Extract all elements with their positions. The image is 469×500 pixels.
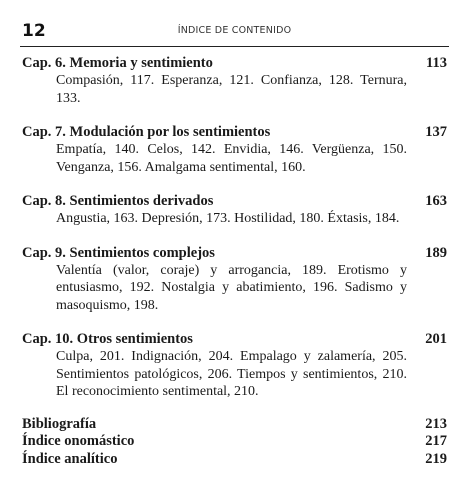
chapter-page: 113 [426,55,447,71]
chapter-entries: Empatía, 140. Celos, 142. Envidia, 146. Vergüenza, 150. Venganza, 156. Amalgama sentimental, 160. [56,142,407,175]
chapter-entries: Angustia, 163. Depresión, 173. Hostilidad, 180. Éxtasis, 184. [56,211,400,226]
toc-subject-index [22,451,447,469]
back-matter-page: 219 [425,450,447,467]
toc-chapter-6 [22,55,447,107]
chapter-page: 201 [425,331,447,347]
toc-chapter-9 [22,245,447,315]
toc-bibliography [22,416,447,434]
chapter-entries: Culpa, 201. Indignación, 204. Empalago y zalamería, 205. Sentimientos patológicos, 206. Tiempos y sentimientos, 210. El reconocimiento sentimental, 210. [56,349,407,399]
back-matter-title: Índice onomástico [22,433,135,449]
chapter-heading [22,55,447,72]
page-header [22,20,447,42]
chapter-entries: Valentía (valor, coraje) y arrogancia, 189. Erotismo y entusiasmo, 192. Nostalgia y abatimiento, 196. Sadismo y masoquismo, 198. [56,262,407,313]
page-number: 12 [22,21,46,41]
chapter-heading [22,331,447,348]
header-rule [20,46,449,47]
toc-chapter-10 [22,331,447,401]
chapter-heading [22,193,447,210]
chapter-heading [22,245,447,262]
toc-chapter-7 [22,124,447,176]
toc-name-index [22,433,447,451]
back-matter-title: Bibliografía [22,415,97,432]
chapter-title: Cap. 9. Sentimientos complejos [22,244,215,261]
table-of-contents [22,55,447,468]
back-matter-title: Índice analítico [22,450,118,467]
chapter-page: 163 [425,193,447,209]
chapter-page: 137 [425,124,447,140]
back-matter-page: 217 [425,433,447,449]
chapter-title: Cap. 7. Modulación por los sentimientos [22,124,271,140]
back-matter [22,416,447,469]
chapter-title: Cap. 8. Sentimientos derivados [22,193,214,209]
toc-chapter-8 [22,193,447,228]
chapter-page: 189 [425,244,447,261]
chapter-title: Cap. 10. Otros sentimientos [22,331,193,347]
chapter-title: Cap. 6. Memoria y sentimiento [22,55,213,71]
running-head: ÍNDICE DE CONTENIDO [177,25,292,36]
back-matter-page: 213 [425,415,447,432]
chapter-entries: Compasión, 117. Esperanza, 121. Confianza, 128. Ternura, 133. [56,73,407,106]
chapter-heading [22,124,447,141]
